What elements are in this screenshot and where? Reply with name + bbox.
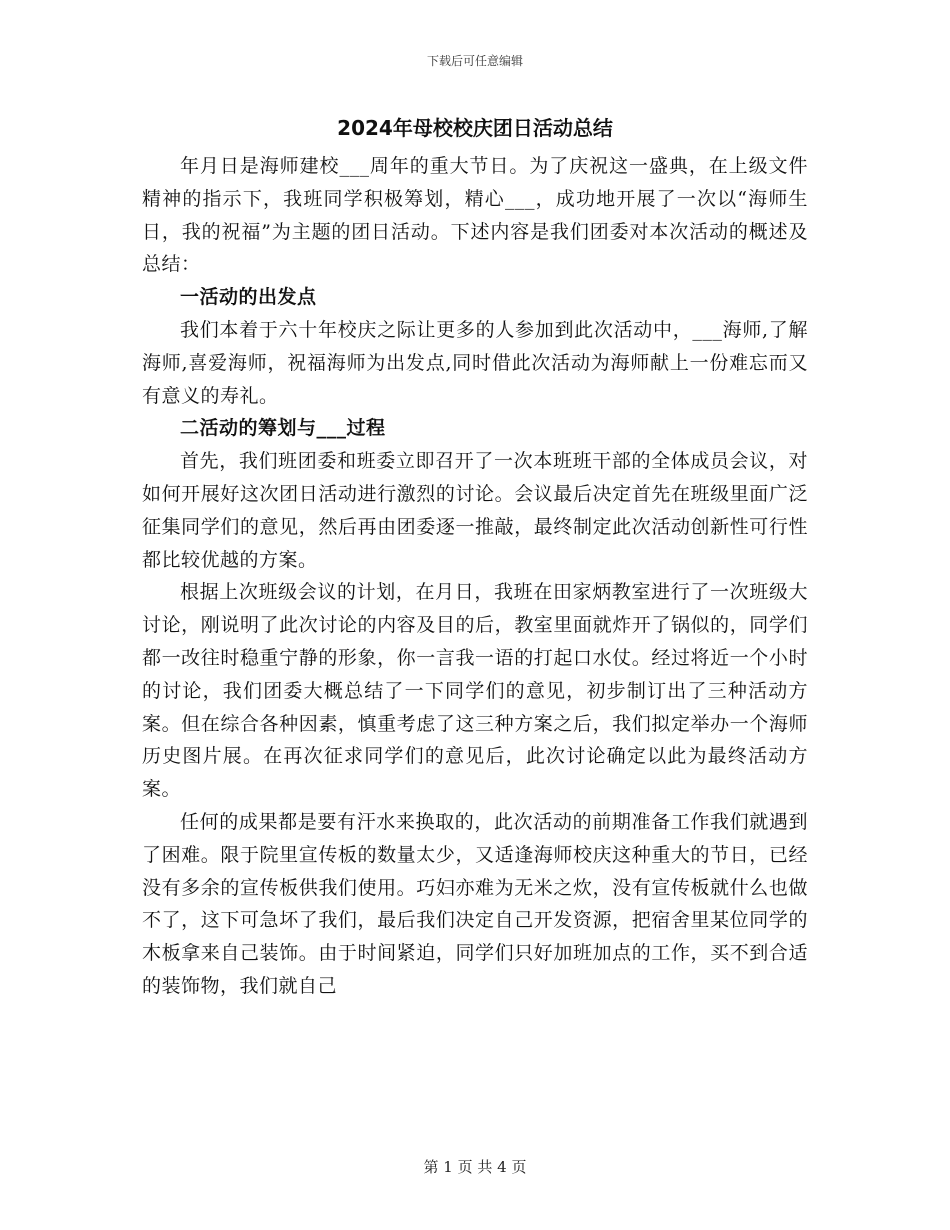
document-title: 2024年母校校庆团日活动总结	[337, 116, 613, 140]
paragraph-planning-meeting: 首先，我们班团委和班委立即召开了一次本班班干部的全体成员会议，对如何开展好这次团日活动进行激烈的讨论。会议最后决定首先在班级里面广泛征集同学们的意见，然后再由团委逐一推敲，最终制定此次活动创新性可行性都比较优越的方案。	[142, 450, 808, 571]
paragraph-starting-point: 我们本着于六十年校庆之际让更多的人参加到此次活动中，___海师,了解海师,喜爱海师，祝福海师为出发点,同时借此次活动为海师献上一份难忘而又有意义的寿礼。	[142, 318, 808, 407]
paragraph-preparation: 任何的成果都是要有汗水来换取的，此次活动的前期准备工作我们就遇到了困难。限于院里宣传板的数量太少，又适逢海师校庆这种重大的节日，已经没有多余的宣传板供我们使用。巧妇亦难为无米之炊，没有宣传板就什么也做不了，这下可急坏了我们，最后我们决定自己开发资源，把宿舍里某位同学的木板拿来自己装饰。由于时间紧迫，同学们只好加班加点的工作，买不到合适的装饰物，我们就自己	[142, 810, 808, 997]
paragraph-class-discussion: 根据上次班级会议的计划，在月日，我班在田家炳教室进行了一次班级大讨论，刚说明了此次讨论的内容及目的后，教室里面就炸开了锅似的，同学们都一改往时稳重宁静的形象，你一言我一语的打起口水仗。经过将近一个小时的讨论，我们团委大概总结了一下同学们的意见，初步制订出了三种活动方案。但在综合各种因素，慎重考虑了这三种方案之后，我们拟定举办一个海师历史图片展。在再次征求同学们的意见后，此次讨论确定以此为最终活动方案。	[142, 581, 808, 801]
document-body	[142, 112, 808, 1003]
page-number: 第 1 页 共 4 页	[423, 1158, 527, 1176]
section-heading-2: 二活动的筹划与___过程	[180, 417, 386, 440]
section-heading-1: 一活动的出发点	[180, 286, 317, 309]
paragraph-intro: 年月日是海师建校___周年的重大节日。为了庆祝这一盛典，在上级文件精神的指示下，我班同学积极筹划，精心___，成功地开展了一次以“海师生日，我的祝福”为主题的团日活动。下述内容是我们团委对本次活动的概述及总结：	[142, 155, 808, 276]
page-header-note: 下载后可任意编辑	[426, 54, 523, 68]
